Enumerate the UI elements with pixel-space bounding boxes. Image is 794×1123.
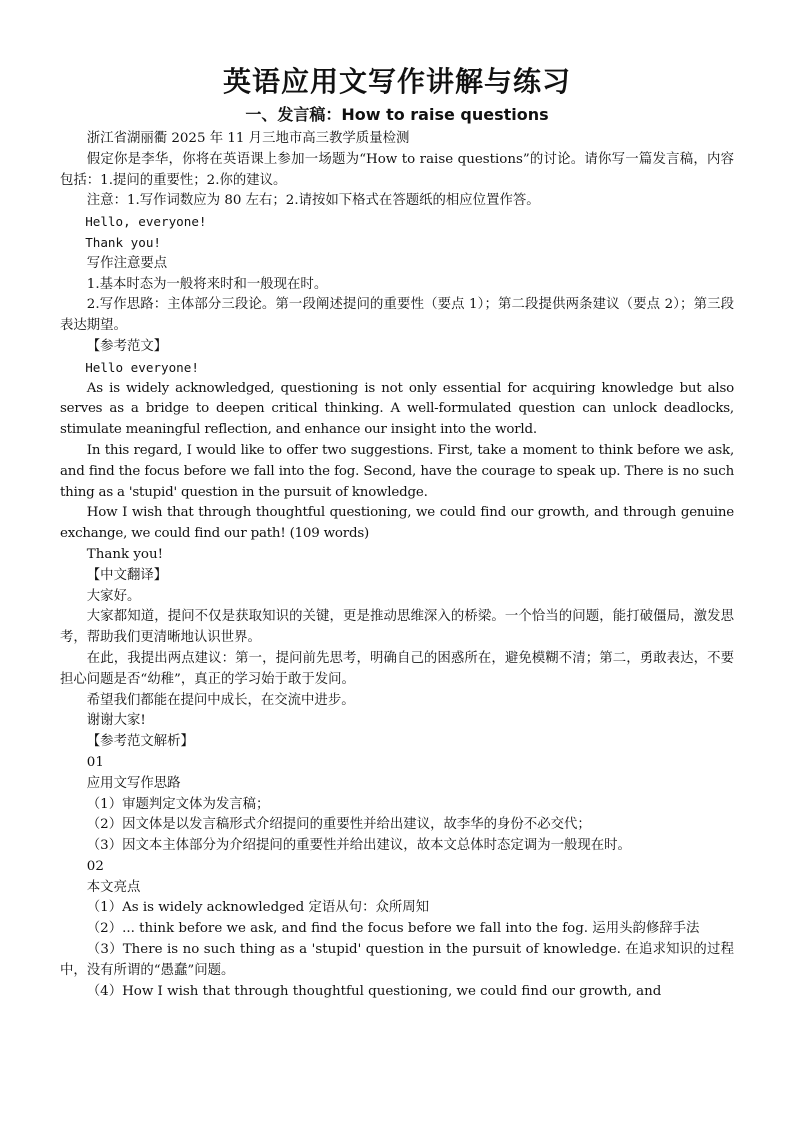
part-2-item: （3）There is no such thing as a 'stupid' question in the pursuit of knowledge. 在追求知识的过程中，没有所谓的“愚蠢”问题。 [60,942,734,978]
section-heading: 一、发言稿：How to raise questions [245,105,549,124]
part-1-item: （3）因文本主体部分为介绍提问的重要性并给出建议，故本文总体时态定调为一般现在时。 [86,838,631,854]
document-title: 英语应用文写作讲解与练习 [222,65,571,98]
sample-paragraph-2: In this regard, I would like to offer two suggestions. First, take a moment to think before we ask, and find the focus before we fall into the fog. Second, have the courage to speak up. There is no such thing as a 'stupid' question in the pursuit of knowledge. [60,442,734,500]
part-2-item: （4）How I wish that through thoughtful questioning, we could find our growth, and [86,983,662,999]
translation-paragraph-3: 希望我们都能在提问中成长，在交流中进步。 [86,692,355,708]
sample-paragraph-1: As is widely acknowledged, questioning is not only essential for acquiring knowledge but also serves as a bridge to deepen critical thinking. A well-formulated question can unlock deadlocks, stimulate meaningful reflection, and enhance our insight into the world. [60,380,734,438]
translation-paragraph-1: 大家都知道，提问不仅是获取知识的关键，更是推动思维深入的桥梁。一个恰当的问题，能打破僵局，激发思考，帮助我们更清晰地认识世界。 [60,609,734,646]
sample-greeting: Hello everyone! [85,359,199,375]
source-line: 浙江省湖丽衢 2025 年 11 月三地市高三教学质量检测 [86,131,410,146]
part-1-title: 应用文写作思路 [86,775,181,791]
format-greeting: Hello, everyone! [85,214,207,230]
notice-line: 注意：1.写作词数应为 80 左右；2.请按如下格式在答题纸的相应位置作答。 [86,193,540,209]
sample-paragraph-3: How I wish that through thoughtful questioning, we could find our growth, and through genuine exchange, we could find our path! (109 words) [60,505,734,542]
translation-paragraph-2: 在此，我提出两点建议：第一，提问前先思考，明确自己的困惑所在，避免模糊不清；第二，勇敢表达，不要担心问题是否“幼稚”，真正的学习始于敢于发问。 [60,650,734,687]
analysis-heading: 【参考范文解析】 [86,734,194,750]
sample-thanks: Thank you! [86,546,163,562]
translation-heading: 【中文翻译】 [86,567,168,583]
points-heading: 写作注意要点 [86,255,168,271]
part-1-number: 01 [86,754,104,770]
part-2-item: （1）As is widely acknowledged 定语从句：众所周知 [86,900,430,916]
translation-greeting: 大家好。 [86,588,141,604]
part-1-item: （1）审题判定文体为发言稿； [86,796,270,812]
part-2-number: 02 [86,858,104,874]
translation-thanks: 谢谢大家! [86,713,146,729]
part-1-item: （2）因文体是以发言稿形式介绍提问的重要性并给出建议，故李华的身份不必交代； [86,817,591,833]
point-1: 1.基本时态为一般将来时和一般现在时。 [86,276,328,292]
sample-heading: 【参考范文】 [86,338,168,354]
writing-prompt: 假定你是李华，你将在英语课上参加一场题为“How to raise questions”的讨论。请你写一篇发言稿，内容包括：1.提问的重要性；2.你的建议。 [60,151,734,188]
point-2: 2.写作思路：主体部分三段论。第一段阐述提问的重要性（要点 1）；第二段提供两条建议（要点 2）；第三段表达期望。 [60,297,734,334]
part-2-title: 本文亮点 [86,879,141,895]
document-page [60,60,734,1002]
format-thanks: Thank you! [85,234,162,250]
part-2-item: （2）... think before we ask, and find the focus before we fall into the fog. 运用头韵修辞手法 [86,921,700,937]
